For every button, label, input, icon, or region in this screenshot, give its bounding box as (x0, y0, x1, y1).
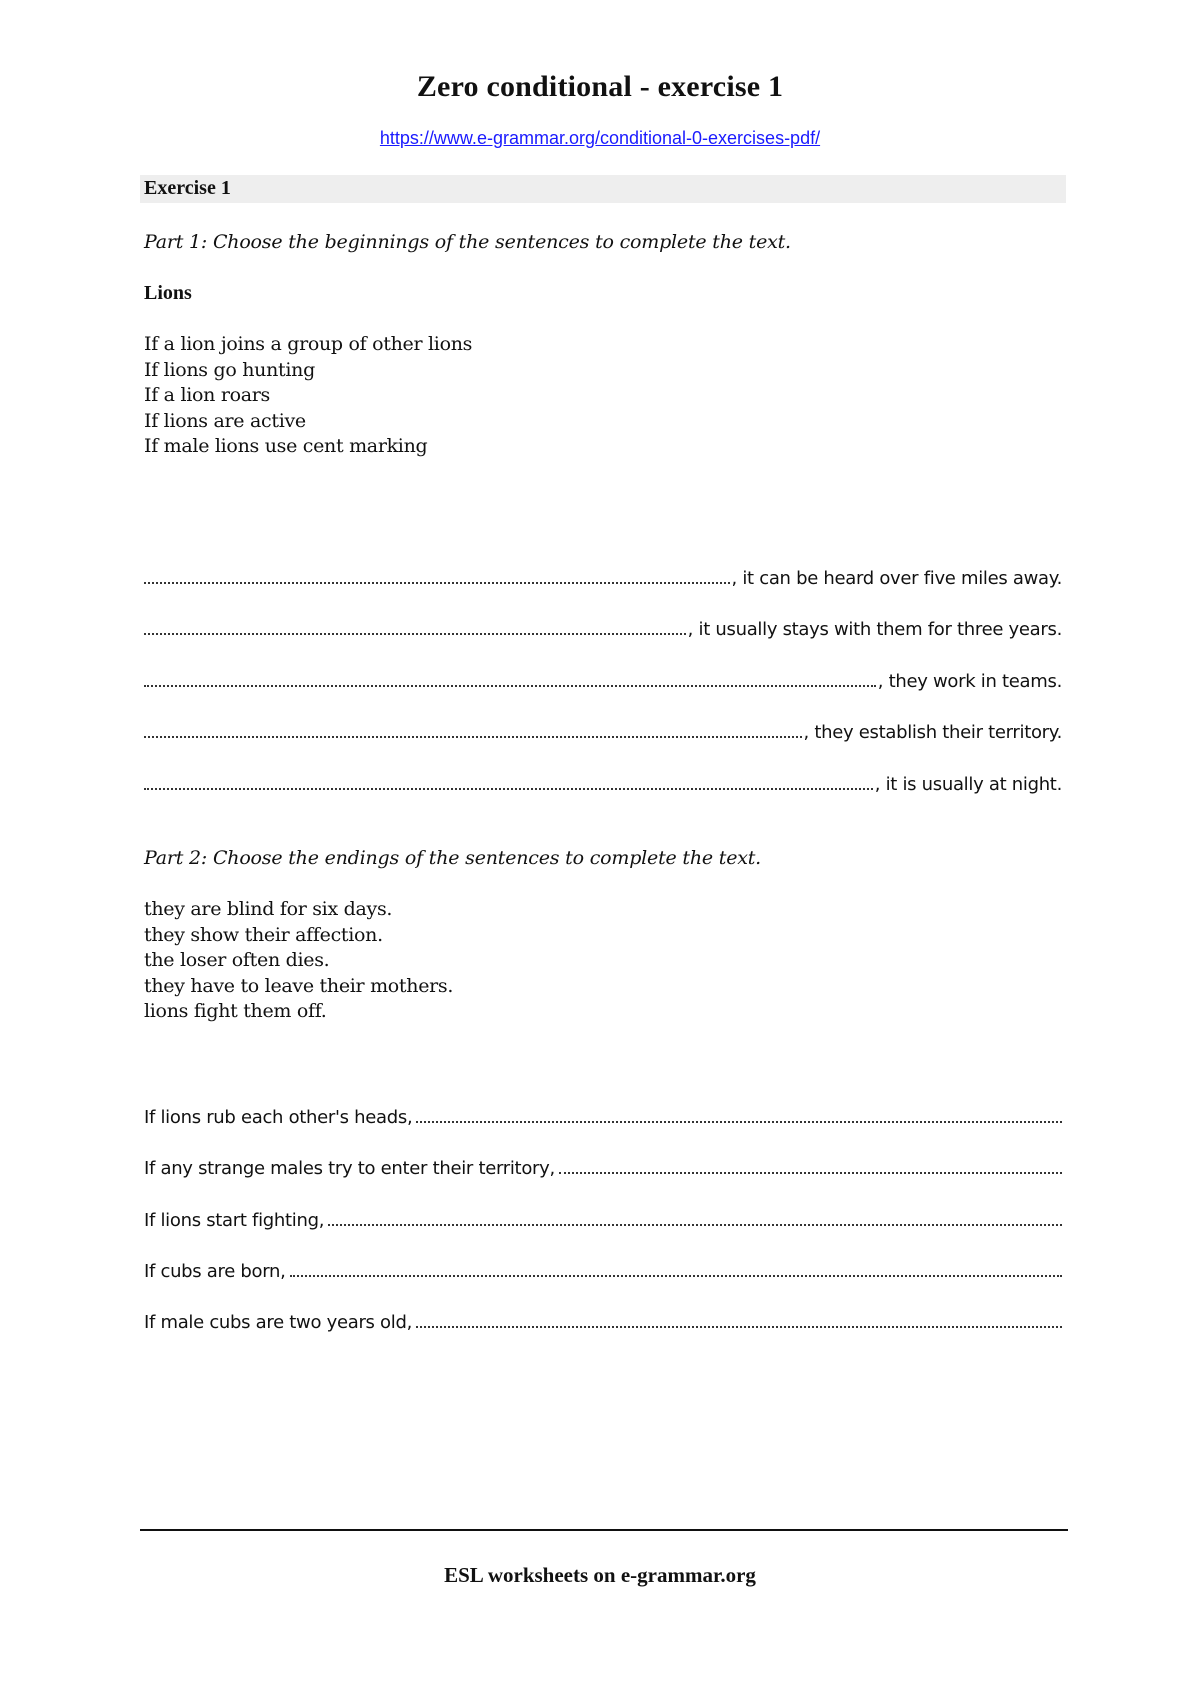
source-link[interactable]: https://www.e-grammar.org/conditional-0-exercises-pdf/ (379, 128, 821, 148)
answer-blank[interactable] (328, 1224, 1062, 1226)
list-item: If male lions use cent marking (144, 435, 428, 458)
part1-instruction: Part 1: Choose the beginnings of the sentences to complete the text. (144, 231, 791, 253)
list-item: If lions are active (144, 409, 306, 432)
exercise-header-bar (140, 175, 1066, 203)
sentence-ending: , it is usually at night. (874, 774, 1062, 795)
part1-sentence-2 (144, 614, 1062, 640)
sentence-beginning: If any strange males try to enter their territory, (144, 1158, 555, 1179)
footer-divider (140, 1529, 1068, 1531)
sentence-beginning: If lions start fighting, (144, 1210, 325, 1231)
page-footer: ESL worksheets on e-grammar.org (444, 1563, 756, 1587)
part1-sentence-3 (144, 666, 1062, 692)
sentence-beginning: If lions rub each other's heads, (144, 1107, 413, 1128)
part2-sentence-1 (144, 1102, 1062, 1128)
part1-sentence-5 (144, 769, 1062, 795)
part1-sentence-4 (144, 717, 1062, 743)
source-url (0, 128, 1200, 149)
answer-blank[interactable] (144, 582, 730, 584)
sentence-ending: , they establish their territory. (803, 722, 1062, 743)
part2-sentence-4 (144, 1256, 1062, 1282)
part1-heading: Lions (144, 282, 192, 304)
answer-blank[interactable] (559, 1172, 1062, 1174)
list-item: they have to leave their mothers. (144, 974, 454, 997)
part2-sentence-2 (144, 1153, 1062, 1179)
sentence-ending: , it can be heard over five miles away. (731, 568, 1062, 589)
part1-sentence-1 (144, 563, 1062, 589)
part2-sentence-5 (144, 1307, 1062, 1333)
list-item: If a lion joins a group of other lions (144, 333, 473, 355)
answer-blank[interactable] (144, 633, 686, 635)
list-item: If lions go hunting (144, 358, 315, 381)
page-title: Zero conditional - exercise 1 (416, 70, 784, 103)
answer-blank[interactable] (144, 788, 873, 790)
list-item: they are blind for six days. (144, 898, 393, 920)
list-item: If a lion roars (144, 384, 270, 407)
part2-sentence-3 (144, 1205, 1062, 1231)
answer-blank[interactable] (144, 736, 802, 738)
part2-instruction: Part 2: Choose the endings of the sentences to complete the text. (144, 847, 762, 869)
part1-option-list (144, 332, 472, 460)
part2-option-list (144, 897, 453, 1025)
answer-blank[interactable] (416, 1121, 1062, 1123)
answer-blank[interactable] (290, 1275, 1062, 1277)
sentence-ending: , it usually stays with them for three years. (687, 619, 1062, 640)
exercise-label: Exercise 1 (144, 177, 231, 199)
sentence-beginning: If male cubs are two years old, (144, 1312, 413, 1333)
answer-blank[interactable] (144, 685, 876, 687)
list-item: lions fight them off. (144, 1000, 327, 1023)
list-item: they show their affection. (144, 923, 383, 946)
sentence-ending: , they work in teams. (877, 671, 1062, 692)
sentence-beginning: If cubs are born, (144, 1261, 286, 1282)
list-item: the loser often dies. (144, 949, 330, 972)
answer-blank[interactable] (416, 1326, 1062, 1328)
